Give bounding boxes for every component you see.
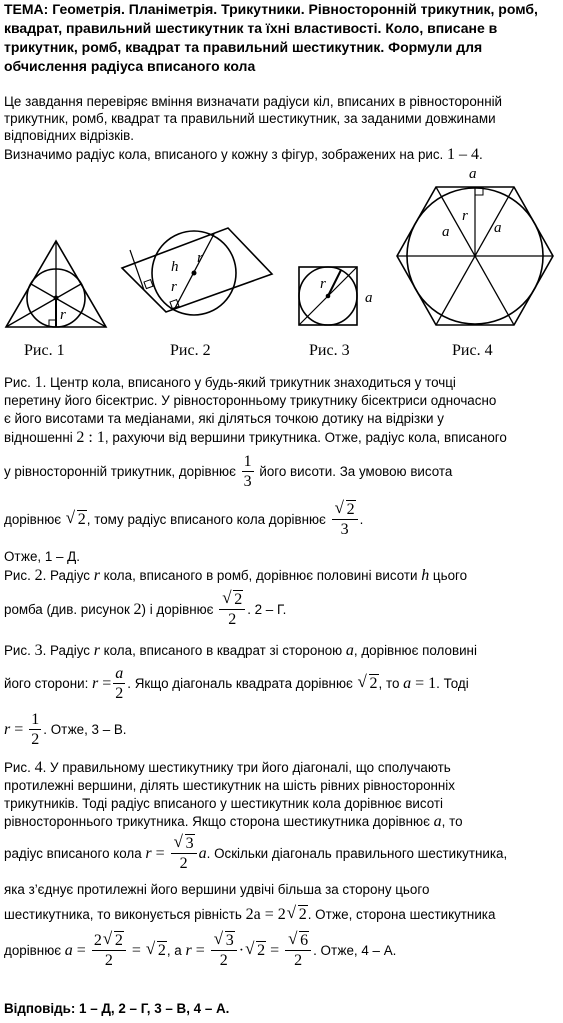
p1-line-3: є його висотами та медіанами, які діляться точкою дотику на відрізки у xyxy=(4,411,444,426)
caption-fig-4: Рис. 4 xyxy=(452,342,493,359)
rhombus-shape xyxy=(122,228,272,312)
p1-line-1: Рис. 1. Центр кола, вписаного у будь-який трикутник знаходиться у точці xyxy=(4,374,456,391)
answer-label: Відповідь: xyxy=(4,1001,76,1016)
label-a-4-left: a xyxy=(442,224,450,240)
p4-line-2: протилежні вершини, ділять шестикутник на шість рівних рівносторонніх xyxy=(4,778,455,793)
label-r-3: r xyxy=(320,276,326,292)
caption-fig-3: Рис. 3 xyxy=(309,342,350,359)
label-r-1: r xyxy=(60,307,66,323)
answer-text: 1 – Д, 2 – Г, 3 – В, 4 – А. xyxy=(79,1001,230,1016)
p1-line-2: перетину його бісектрис. У рівносторонньому трикутнику бісектриси одночасно xyxy=(4,393,497,408)
p4-line-3: трикутників. Тоді радіус вписаного у шестикутник кола дорівнює висоті xyxy=(4,796,444,811)
p1-line-5: у рівносторонній трикутник, дорівнює $\frac{1}{3}$ його висоти. За умовою висота xyxy=(4,453,453,490)
topic-heading: ТЕМА: Геометрія. Планіметрія. Трикутники. Рівносторонній трикутник, ромб, квадрат, правильний шестикутник та їхні властивості. Коло, вписане в трикутник, ромб, квадрат та правильний шестикутник. Формули для обчислення радіуса вписаного кола xyxy=(4,1,538,74)
caption-fig-2: Рис. 2 xyxy=(170,342,211,359)
p4-line-1: Рис. 4. У правильному шестикутнику три його діагоналі, що сполучають xyxy=(4,759,451,776)
figure-1-triangle xyxy=(0,235,112,335)
intro-line-2 xyxy=(4,146,483,163)
figure-2-rhombus xyxy=(118,224,278,324)
answer-line xyxy=(4,1000,229,1017)
fraction-sqrt2-3: √ $\frac{2}{3}$ xyxy=(332,500,358,539)
p1-line-7: Отже, 1 – Д. xyxy=(4,549,80,564)
label-r-2b: r xyxy=(171,279,177,295)
label-r-4: r xyxy=(462,208,468,224)
intro-paragraph: Це завдання перевіряє вміння визначати радіуси кіл, вписаних в рівносторонній трикутник, ромб, квадрат та правильний шестикутник, за заданими довжинами відповідних відрізків. xyxy=(4,94,503,143)
caption-fig-1: Рис. 1 xyxy=(24,342,65,359)
label-a-3: a xyxy=(365,290,373,306)
p4-line-5: радіус вписаного кола r = √ $\frac{3}{2}$ a. Оскільки діагональ правильного шестикутника, xyxy=(4,834,507,873)
intro2-end: . xyxy=(479,147,483,162)
p4-line-4: рівностороннього трикутника. Якщо сторона шестикутника дорівнює a, то xyxy=(4,813,463,830)
label-a-4-right: a xyxy=(494,220,502,236)
fraction-2sqrt2-2: $\frac{2√ 2}{2}$ xyxy=(92,931,126,970)
label-a-4-top: a xyxy=(469,166,477,182)
p3-line-3: r = $\frac{1}{2}$ . Отже, 3 – В. xyxy=(4,711,127,748)
fraction-1-3: $\frac{1}{3}$ xyxy=(243,453,252,490)
p2-line-1: Рис. 2. Радіус r кола, вписаного в ромб, дорівнює половині висоти h цього xyxy=(4,567,468,584)
fraction-sqrt6-2: √ $\frac{6}{2}$ xyxy=(285,931,311,970)
fraction-a-2: $\frac{a}{2}$ xyxy=(115,665,124,702)
label-h: h xyxy=(171,259,179,275)
fraction-1-2: $\frac{1}{2}$ xyxy=(31,711,40,748)
p4-line-8: дорівнює a = $\frac{2√ 2}{2}$ = √ 2, а r = √ $\frac{3}{2}$ ·√ 2 = √ $\frac{6}{2}$ . Отже, 4 – А. xyxy=(4,931,396,970)
figure-4-hexagon xyxy=(396,164,556,336)
p3-line-1: Рис. 3. Радіус r кола, вписаного в квадрат зі стороною a, дорівнює половині xyxy=(4,642,477,659)
p1-line-6: дорівнює √ 2, тому радіус вписаного кола дорівнює √ $\frac{2}{3}$ . xyxy=(4,500,363,539)
fraction-sqrt2-2-a: √ $\frac{2}{2}$ xyxy=(219,590,245,629)
fraction-sqrt3-2-b: √ $\frac{3}{2}$ xyxy=(211,931,237,970)
p1-line-4: відношенні 2 : 1, рахуючи від вершини трикутника. Отже, радіус кола, вписаного xyxy=(4,429,507,446)
fraction-sqrt3-2-a: √ $\frac{3}{2}$ xyxy=(171,834,197,873)
figure-3-square xyxy=(294,262,378,332)
intro2-math: 1 – 4 xyxy=(447,146,480,163)
label-r-2a: r xyxy=(197,250,203,266)
p4-line-7: шестикутника, то виконується рівність 2a = 2√ 2. Отже, сторона шестикутника xyxy=(4,906,495,923)
intro2-text: Визначимо радіус кола, вписаного у кожну з фігур, зображених на рис. xyxy=(4,147,448,162)
p4-line-6: яка з’єднує протилежні його вершини удвічі більша за сторону цього xyxy=(4,882,430,897)
p3-line-2: його сторони: r = $\frac{a}{2}$ . Якщо діагональ квадрата дорівнює √ 2, то a = 1. Тоді xyxy=(4,664,469,703)
p2-line-2: ромба (див. рисунок 2) і дорівнює √ $\frac{2}{2}$ . 2 – Г. xyxy=(4,590,286,629)
